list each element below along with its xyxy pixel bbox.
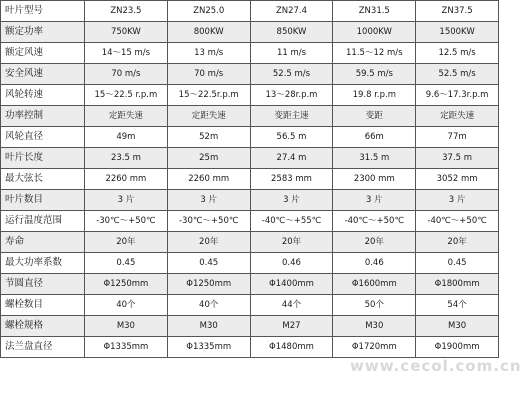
table-cell: 1500KW bbox=[416, 22, 499, 43]
watermark: www.cecol.com.cn bbox=[350, 357, 522, 375]
row-label: 叶片长度 bbox=[1, 148, 85, 169]
table-cell: 3 片 bbox=[333, 190, 416, 211]
table-cell: 70 m/s bbox=[167, 64, 250, 85]
table-cell: -40℃～+55℃ bbox=[250, 211, 333, 232]
table-cell: 2300 mm bbox=[333, 169, 416, 190]
table-row bbox=[1, 127, 499, 148]
table-cell: M30 bbox=[416, 316, 499, 337]
table-row bbox=[1, 85, 499, 106]
table-cell: 19.8 r.p.m bbox=[333, 85, 416, 106]
table-cell: 9.6～17.3r.p.m bbox=[416, 85, 499, 106]
table-cell: 定距失速 bbox=[85, 106, 168, 127]
table-row bbox=[1, 337, 499, 358]
table-cell: Φ1800mm bbox=[416, 274, 499, 295]
row-label: 螺栓数目 bbox=[1, 295, 85, 316]
table-cell: 37.5 m bbox=[416, 148, 499, 169]
table-cell: Φ1600mm bbox=[333, 274, 416, 295]
table-cell: 20年 bbox=[250, 232, 333, 253]
table-cell: 66m bbox=[333, 127, 416, 148]
table-cell: 0.45 bbox=[416, 253, 499, 274]
table-cell: 3052 mm bbox=[416, 169, 499, 190]
table-cell: M27 bbox=[250, 316, 333, 337]
table-cell: 52.5 m/s bbox=[250, 64, 333, 85]
table-cell: 70 m/s bbox=[85, 64, 168, 85]
table-cell: 0.45 bbox=[167, 253, 250, 274]
table-cell: 59.5 m/s bbox=[333, 64, 416, 85]
table-row bbox=[1, 169, 499, 190]
table-row bbox=[1, 64, 499, 85]
row-label: 螺栓规格 bbox=[1, 316, 85, 337]
table-row bbox=[1, 253, 499, 274]
table-cell: 0.46 bbox=[333, 253, 416, 274]
row-label: 安全风速 bbox=[1, 64, 85, 85]
table-row bbox=[1, 190, 499, 211]
table-cell: 20年 bbox=[333, 232, 416, 253]
table-cell: 50个 bbox=[333, 295, 416, 316]
row-label: 风轮直径 bbox=[1, 127, 85, 148]
table-row bbox=[1, 43, 499, 64]
table-cell: ZN31.5 bbox=[333, 1, 416, 22]
table-cell: Φ1335mm bbox=[85, 337, 168, 358]
row-label: 叶片数目 bbox=[1, 190, 85, 211]
table-cell: 20年 bbox=[85, 232, 168, 253]
table-cell: 13 m/s bbox=[167, 43, 250, 64]
table-cell: Φ1250mm bbox=[167, 274, 250, 295]
table-cell: 54个 bbox=[416, 295, 499, 316]
table-cell: 40个 bbox=[85, 295, 168, 316]
table-cell: 850KW bbox=[250, 22, 333, 43]
table-row bbox=[1, 211, 499, 232]
table-cell: 40个 bbox=[167, 295, 250, 316]
table-cell: Φ1480mm bbox=[250, 337, 333, 358]
table-cell: 27.4 m bbox=[250, 148, 333, 169]
spec-table-body bbox=[1, 1, 499, 358]
table-cell: 3 片 bbox=[167, 190, 250, 211]
row-label: 额定功率 bbox=[1, 22, 85, 43]
row-label: 最大功率系数 bbox=[1, 253, 85, 274]
table-cell: 0.45 bbox=[85, 253, 168, 274]
table-cell: Φ1250mm bbox=[85, 274, 168, 295]
table-cell: 20年 bbox=[167, 232, 250, 253]
table-cell: ZN37.5 bbox=[416, 1, 499, 22]
table-cell: 11.5～12 m/s bbox=[333, 43, 416, 64]
row-label: 功率控制 bbox=[1, 106, 85, 127]
row-label: 运行温度范围 bbox=[1, 211, 85, 232]
table-cell: 3 片 bbox=[250, 190, 333, 211]
table-cell: -40℃～+50℃ bbox=[416, 211, 499, 232]
table-cell: 750KW bbox=[85, 22, 168, 43]
table-cell: Φ1335mm bbox=[167, 337, 250, 358]
table-cell: 15～22.5r.p.m bbox=[167, 85, 250, 106]
table-cell: 变距 bbox=[333, 106, 416, 127]
table-row bbox=[1, 232, 499, 253]
table-cell: -30℃～+50℃ bbox=[167, 211, 250, 232]
table-row bbox=[1, 106, 499, 127]
row-label: 最大弦长 bbox=[1, 169, 85, 190]
table-cell: Φ1900mm bbox=[416, 337, 499, 358]
table-cell: 3 片 bbox=[85, 190, 168, 211]
table-cell: 2260 mm bbox=[85, 169, 168, 190]
table-cell: 0.46 bbox=[250, 253, 333, 274]
table-cell: 变距主速 bbox=[250, 106, 333, 127]
table-cell: 56.5 m bbox=[250, 127, 333, 148]
table-cell: -30℃～+50℃ bbox=[85, 211, 168, 232]
row-label: 寿命 bbox=[1, 232, 85, 253]
table-cell: Φ1720mm bbox=[333, 337, 416, 358]
table-cell: 44个 bbox=[250, 295, 333, 316]
row-label: 额定风速 bbox=[1, 43, 85, 64]
table-cell: 20年 bbox=[416, 232, 499, 253]
table-cell: Φ1400mm bbox=[250, 274, 333, 295]
table-cell: 定距失速 bbox=[167, 106, 250, 127]
table-cell: 定距失速 bbox=[416, 106, 499, 127]
table-cell: 31.5 m bbox=[333, 148, 416, 169]
table-cell: 13～28r.p.m bbox=[250, 85, 333, 106]
table-cell: ZN25.0 bbox=[167, 1, 250, 22]
table-row bbox=[1, 22, 499, 43]
table-cell: 49m bbox=[85, 127, 168, 148]
table-cell: 52m bbox=[167, 127, 250, 148]
table-cell: 800KW bbox=[167, 22, 250, 43]
table-cell: 2583 mm bbox=[250, 169, 333, 190]
table-row bbox=[1, 295, 499, 316]
table-cell: ZN27.4 bbox=[250, 1, 333, 22]
table-cell: 14～15 m/s bbox=[85, 43, 168, 64]
row-label: 法兰盘直径 bbox=[1, 337, 85, 358]
table-cell: M30 bbox=[85, 316, 168, 337]
table-cell: 12.5 m/s bbox=[416, 43, 499, 64]
table-cell: 11 m/s bbox=[250, 43, 333, 64]
table-cell: 3 片 bbox=[416, 190, 499, 211]
table-cell: 52.5 m/s bbox=[416, 64, 499, 85]
table-cell: 2260 mm bbox=[167, 169, 250, 190]
row-label: 叶片型号 bbox=[1, 1, 85, 22]
table-cell: 77m bbox=[416, 127, 499, 148]
row-label: 风轮转速 bbox=[1, 85, 85, 106]
row-label: 节圆直径 bbox=[1, 274, 85, 295]
table-cell: ZN23.5 bbox=[85, 1, 168, 22]
table-cell: 25m bbox=[167, 148, 250, 169]
table-row bbox=[1, 148, 499, 169]
table-cell: 15～22.5 r.p.m bbox=[85, 85, 168, 106]
table-cell: 1000KW bbox=[333, 22, 416, 43]
table-row bbox=[1, 1, 499, 22]
table-cell: -40℃～+50℃ bbox=[333, 211, 416, 232]
table-row bbox=[1, 274, 499, 295]
table-cell: 23.5 m bbox=[85, 148, 168, 169]
table-cell: M30 bbox=[333, 316, 416, 337]
table-row bbox=[1, 316, 499, 337]
table-cell: M30 bbox=[167, 316, 250, 337]
